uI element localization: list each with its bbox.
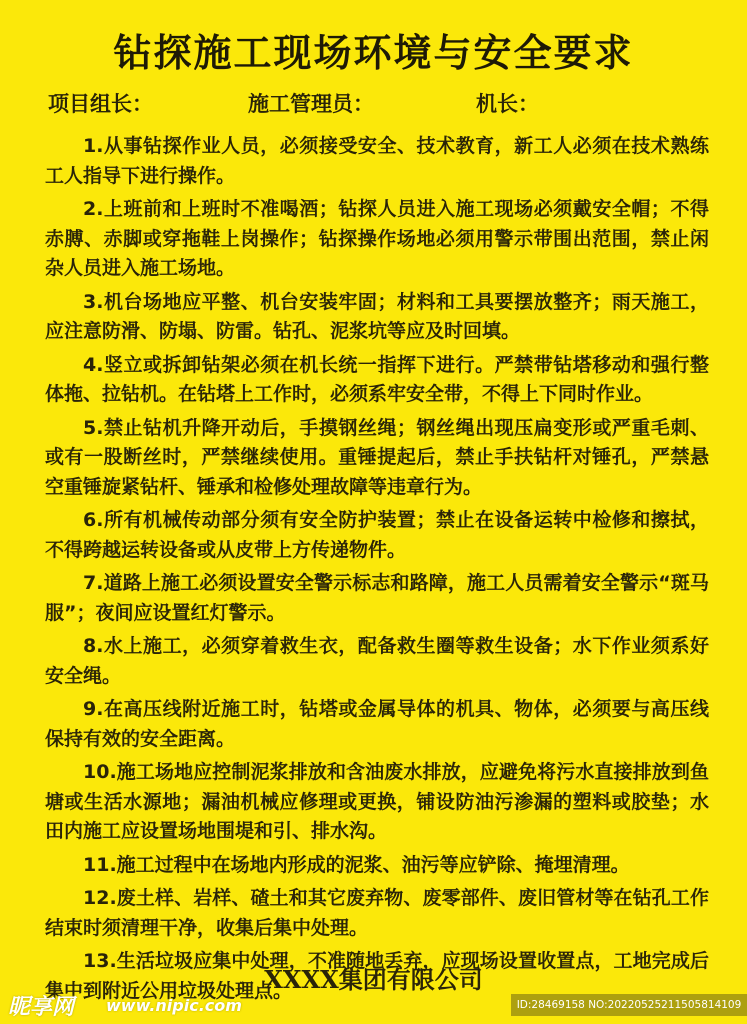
requirement-item: 2.上班前和上班时不准喝酒；钻探人员进入施工现场必须戴安全帽；不得赤膊、赤脚或穿拖鞋上岗操作；钻探操作场地必须用警示带围出范围，禁止闲杂人员进入施工场地。	[45, 198, 709, 279]
requirement-item: 10.施工场地应控制泥浆排放和含油废水排放，应避免将污水直接排放到鱼塘或生活水源地；漏油机械应修理或更换，铺设防油污渗漏的塑料或胶垫；水田内施工应设置场地围堤和引、排水沟。	[45, 761, 709, 842]
requirement-item: 7.道路上施工必须设置安全警示标志和路障，施工人员需着安全警示“斑马服”；夜间应设置红灯警示。	[45, 572, 709, 624]
watermark-logo: 昵享网	[8, 995, 75, 1020]
requirement-item: 1.从事钻探作业人员，必须接受安全、技术教育，新工人必须在技术熟练工人指导下进行操作。	[45, 135, 709, 187]
company-name: XXXX集团有限公司	[264, 965, 483, 994]
requirement-item: 9.在高压线附近施工时，钻塔或金属导体的机具、物体，必须要与高压线保持有效的安全距离。	[45, 698, 709, 750]
captain-label: 机长：	[476, 92, 539, 116]
watermark-id: ID:28469158 NO:20220525211505814109	[511, 994, 747, 1016]
project-leader-label: 项目组长：	[48, 92, 153, 116]
watermark-url: www.nipic.com	[106, 996, 242, 1015]
page-title: 钻探施工现场环境与安全要求	[113, 30, 634, 75]
requirement-item: 11.施工过程中在场地内形成的泥浆、油污等应铲除、掩埋清理。	[83, 853, 630, 876]
requirement-item: 4.竖立或拆卸钻架必须在机长统一指挥下进行。严禁带钻塔移动和强行整体拖、拉钻机。在钻塔上工作时，必须系牢安全带，不得上下同时作业。	[45, 353, 709, 405]
construction-manager-label: 施工管理员：	[248, 92, 374, 116]
requirement-item: 5.禁止钻机升降开动后，手摸钢丝绳；钢丝绳出现压扁变形或严重毛刺、或有一股断丝时，严禁继续使用。重锤提起后，禁止手扶钻杆对锤孔，严禁悬空重锤旋紧钻杆、锤承和检修处理故障等违章行为。	[45, 416, 709, 498]
requirement-item: 3.机台场地应平整、机台安装牢固；材料和工具要摆放整齐；雨天施工，应注意防滑、防塌、防雷。钻孔、泥浆坑等应及时回填。	[45, 290, 709, 342]
requirement-item: 12.废土样、岩样、碴土和其它废弃物、废零部件、废旧管材等在钻孔工作结束时须清理干净，收集后集中处理。	[45, 887, 709, 939]
requirements-list	[45, 132, 709, 1010]
roles-row	[48, 88, 728, 120]
requirement-item: 8.水上施工，必须穿着救生衣，配备救生圈等救生设备；水下作业须系好安全绳。	[45, 635, 709, 687]
requirement-item: 13.生活垃圾应集中处理，不准随地丢弃，应现场设置收置点，工地完成后集中到附近公用垃圾处理点。	[45, 950, 709, 1002]
requirement-item: 6.所有机械传动部分须有安全防护装置；禁止在设备运转中检修和擦拭，不得跨越运转设备或从皮带上方传递物件。	[45, 509, 709, 561]
